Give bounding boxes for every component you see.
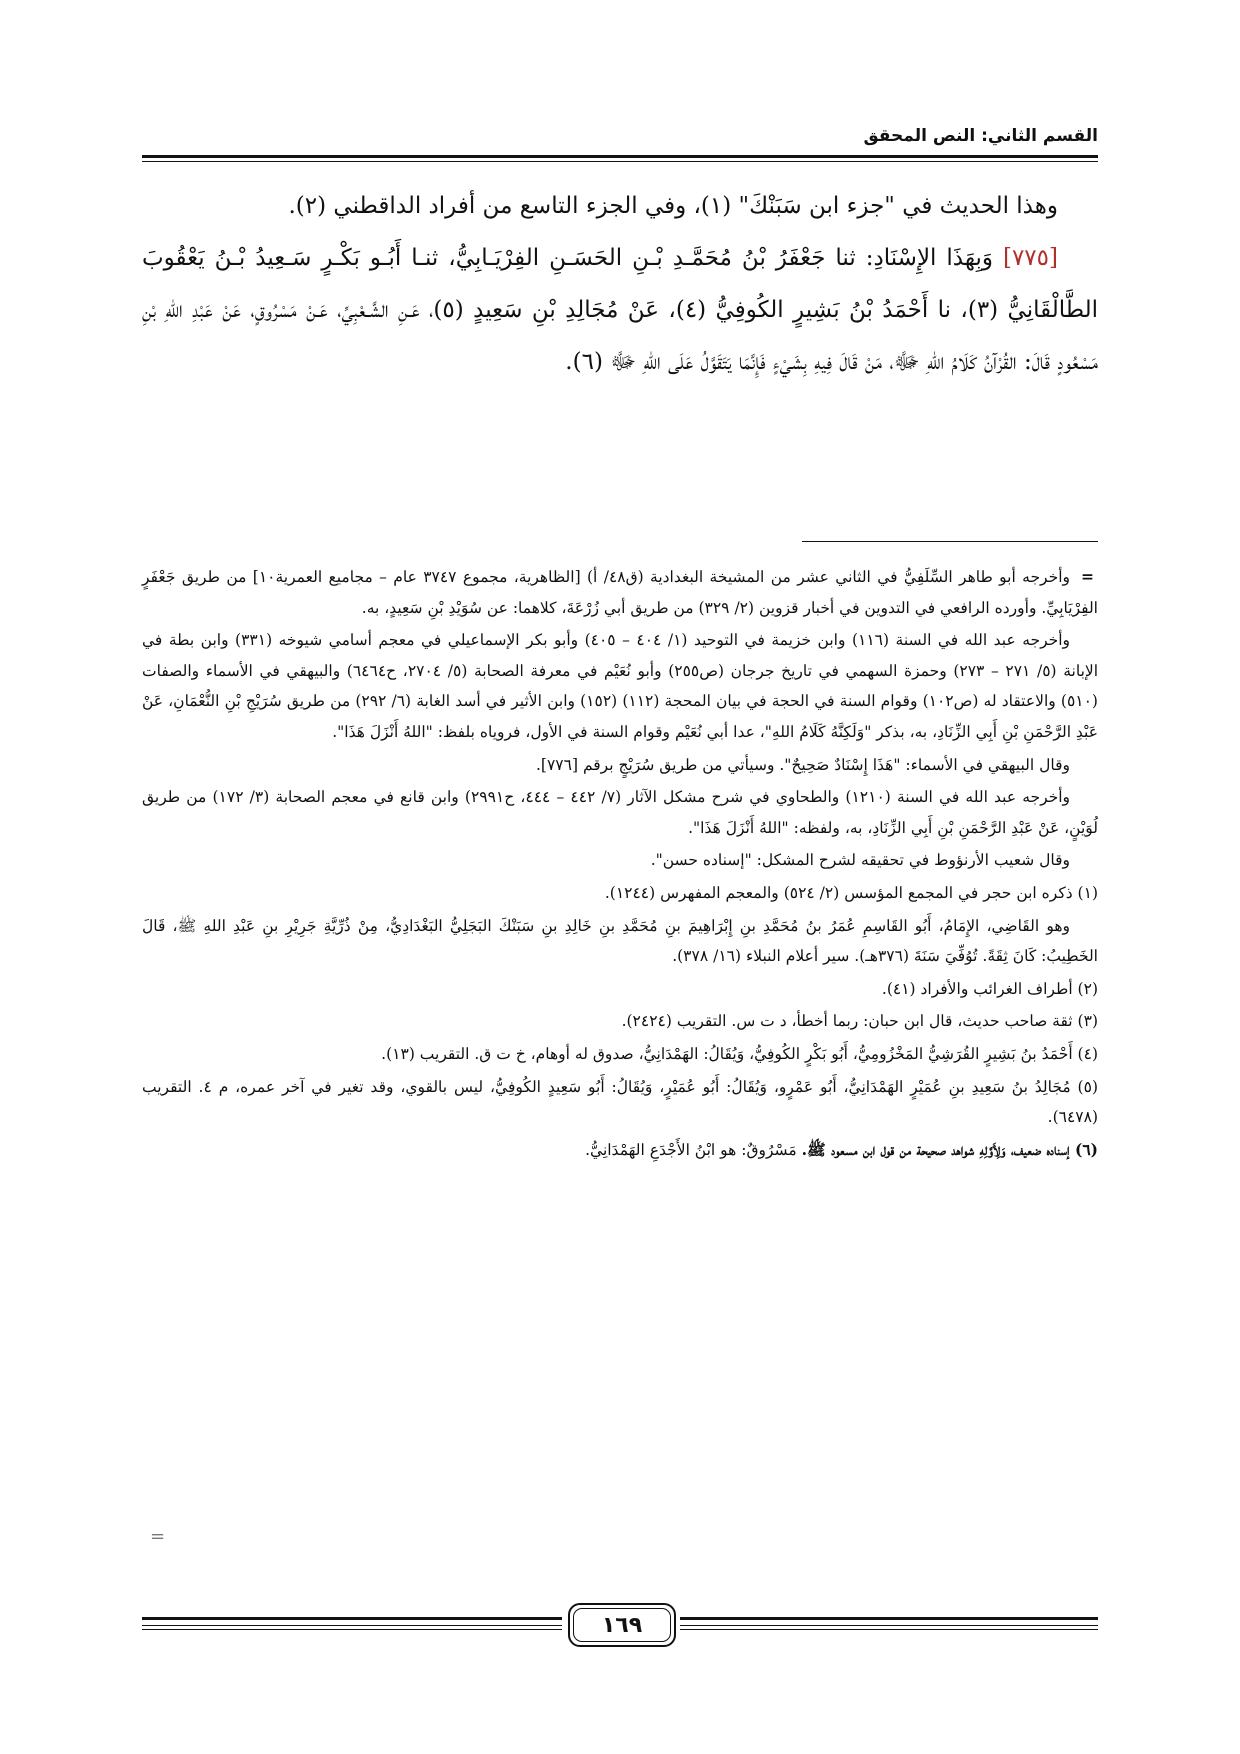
footer-rule xyxy=(142,1617,562,1620)
footnote-1: (١) ذكره ابن حجر في المجمع المؤسس (٢/ ٥٢٤) والمعجم المفهرس (١٢٤٤). xyxy=(604,883,1098,902)
footnote-5: (٥) مُجَالِدُ بنُ سَعِيدِ بنِ عُمَيْرٍ الهَمْدَانِيُّ، أَبُو عَمْرٍو، وَيُقَالُ: أَبُو عُمَيْرٍ، وَيُقَالُ: أَبُو سَعِيدٍ الكُوفِيُّ، ليس بالقوي، وقد تغير في آخر عمره، م ٤. التقريب (٦٤٧٨). xyxy=(142,1077,1098,1127)
footnote-paragraph: وأخرجه عبد الله في السنة (١١٦) وابن خزيمة في التوحيد (١/ ٤٠٤ – ٤٠٥) وأبو بكر الإسماعيلي في معجم أسامي شيوخه (٣٣١) وابن بطة في الإبانة (٥/ ٢٧١ – ٢٧٣) وحمزة السهمي في تاريخ جرجان (ص٢٥٥) وأبو نُعَيْم في معرفة الصحابة (٥/ ٢٧٠٤، ح٦٤٦٤) والبيهقي في الأسماء والصفات (٥١٠) والاعتقاد له (ص١٠٢) وقوام السنة في الحجة في بيان المحجة (١١٢) (١٥٢) وابن الأثير في أسد الغابة (٦/ ٢٩٢) من طريق سُرَيْجِ بْنِ النُّعْمَانِ، عَنْ عَبْدِ الرَّحْمَنِ بْنِ أَبِي الزِّنَادِ، به، بذكر "وَلَكِنَّهُ كَلَامُ اللهِ"، عدا أبي نُعَيْم وقوام السنة في الأول، فروياه بلفظ: "اللهُ أَنْزَلَ هَذَا". xyxy=(142,631,1099,741)
footnote-paragraph: وقال البيهقي في الأسماء: "هَذَا إِسْنَادٌ صَحِيحٌ". وسيأتي من طريق سُرَيْجٍ برقم [٧٧٦]. xyxy=(536,755,1070,774)
footnote-3: (٣) ثقة صاحب حديث، قال ابن حبان: ربما أخطأ، د ت س. التقريب (٢٤٢٤). xyxy=(621,1012,1098,1031)
continuation-end-mark: = xyxy=(150,1526,166,1547)
intro-paragraph: وهذا الحديث في "جزء ابن سَبَنْكَ" (١)، وفي الجزء التاسع من أفراد الداقطني (٢). xyxy=(288,193,1058,219)
footnote-4: (٤) أَحْمَدُ بنُ بَشِيرٍ القُرَشِيُّ المَخْزُومِيُّ، أَبُو بَكْرٍ الكُوفِيُّ، وَيُقَالُ: الهَمْدَانِيُّ، صدوق له أوهام، خ ت ق. التقريب (١٣). xyxy=(381,1044,1098,1063)
main-text xyxy=(142,180,1098,388)
running-header: القسم الثاني: النص المحقق xyxy=(863,126,1098,146)
footnote-separator xyxy=(802,541,1098,542)
footnote-6-rest: مَسْرُوقٌ: هو ابْنُ الأَجْدَعِ الهَمْدَانِيُّ. xyxy=(585,1140,802,1159)
hadith-number: [٧٧٥] xyxy=(1002,245,1058,271)
footnote-6-bold: (٦) إسناده ضعيف، وَلِأَوَّلِهِ شواهد صحيحة من قول ابن مسعود ﷺ. xyxy=(801,1139,1098,1159)
footnote-2: (٢) أطراف الغرائب والأفراد (٤١). xyxy=(881,979,1098,998)
footnote-paragraph: وقال شعيب الأرنؤوط في تحقيقه لشرح المشكل: "إسناده حسن". xyxy=(650,851,1070,870)
hadith-paragraph xyxy=(142,232,1098,388)
footnotes xyxy=(142,562,1098,1167)
page-number: ١٦٩ xyxy=(601,1612,643,1638)
footer-rule xyxy=(680,1617,1098,1620)
footnote-continuation-text: وأخرجه أبو طاهر السِّلَفِيُّ في الثاني عشر من المشيخة البغدادية (ق٤٨/ أ) [الظاهرية، مجموع ٣٧٤٧ عام – مجاميع العمرية١٠] من طريق جَعْفَرٍ الفِرْيَابِيِّ. وأورده الرافعي في التدوين في أخبار قزوين (٢/ ٣٢٩) من طريق أبي زُرْعَةَ، كلاهما: عن سُوَيْدِ بْنِ سَعِيدٍ، به. xyxy=(142,568,1098,617)
header-rule-thin xyxy=(142,161,1098,162)
page-number-frame xyxy=(568,1603,676,1647)
footnote-6 xyxy=(142,1135,1098,1166)
footer-rule xyxy=(142,1625,562,1626)
hadith-text: وَبِهَذَا الإِسْنَادِ: ثنا جَعْفَرُ بْنُ مُحَمَّـدِ بْـنِ الحَسَـنِ الفِرْيَـابِيُّ، ثنـا أَبُـو بَكْـرٍ سَـعِيدُ بْـنُ يَعْقُوبَ الطَّالْقَانِيُّ (٣)، نا أَحْمَدُ بْنُ بَشِيرٍ الكُوفِيُّ (٤)، عَنْ مُجَالِدِ بْنِ سَعِيدٍ (٥)، عَـنِ الشَّـعْبِيِّ، عَـنْ مَسْرُوقٍ، عَنْ عَبْدِ اللهِ بْنِ مَسْعُودٍ قَالَ: القُرْآنُ كَلَامُ اللهِ ﷻ، مَنْ قَالَ فِيهِ بِشَيْءٍ فَإِنَّمَا يَتَقَوَّلُ عَلَى اللهِ ﷻ (٦). xyxy=(142,245,1099,375)
footnote-paragraph: وأخرجه عبد الله في السنة (١٢١٠) والطحاوي في شرح مشكل الآثار (٧/ ٤٤٢ – ٤٤٤، ح٢٩٩١) وابن قانع في معجم الصحابة (٣/ ١٧٢) من طريق لُوَيْنٍ، عَنْ عَبْدِ الرَّحْمَنِ بْنِ أَبِي الزِّنَادِ، به، ولفظه: "اللهُ أَنْزَلَ هَذَا". xyxy=(142,788,1098,837)
continuation-mark: = xyxy=(1081,567,1094,586)
header-rule-thick xyxy=(142,155,1098,158)
footer-rule xyxy=(680,1629,1098,1630)
footer-rule xyxy=(142,1629,562,1630)
footnote-continuation xyxy=(142,562,1098,623)
footnote-1-extra: وهو القَاضِي، الإِمَامُ، أَبُو القَاسِمِ عُمَرُ بنُ مُحَمَّدِ بنِ إِبْرَاهِيمَ بنِ مُحَمَّدِ بنِ خَالِدِ بنِ سَبَنْكَ البَجَلِيُّ البَغْدَادِيُّ، مِنْ ذُرِّيَّةِ جَرِيْرِ بنِ عَبْدِ اللهِ ﷺ، قَالَ الخَطِيبُ: كَانَ ثِقَةً. تُوُفِّيَ سَنَةَ (٣٧٦هـ). سير أعلام النبلاء (١٦/ ٣٧٨). xyxy=(142,916,1098,966)
footer-rule xyxy=(680,1625,1098,1626)
